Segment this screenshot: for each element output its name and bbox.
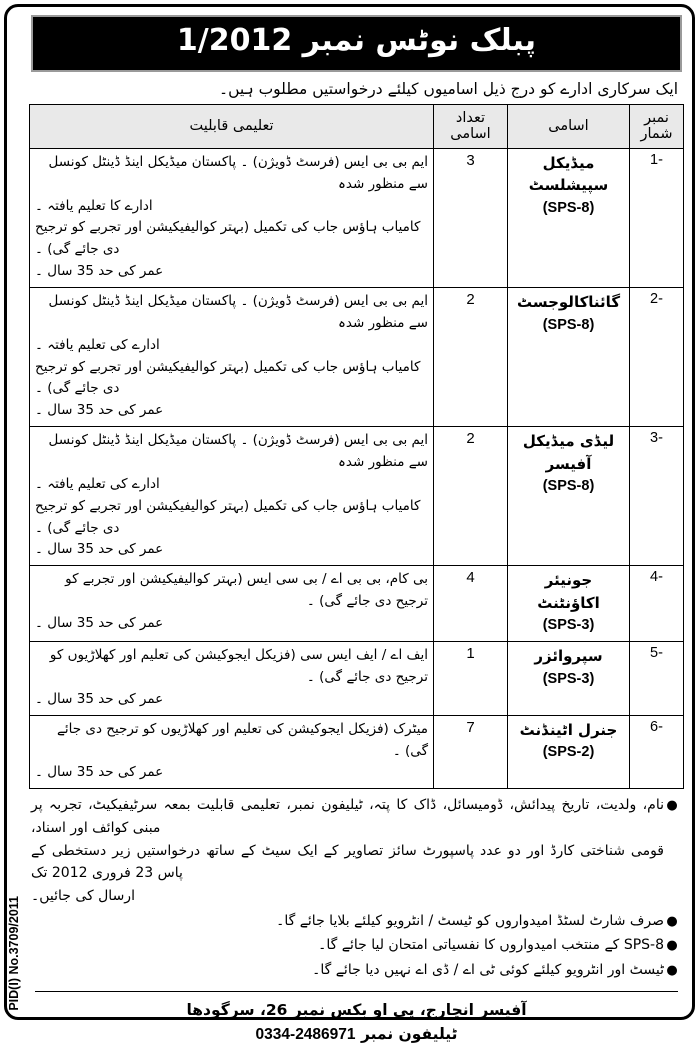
note-item [31, 794, 680, 907]
cell-qualification [30, 715, 434, 789]
cell-post [508, 288, 630, 427]
cell-serial: 6- [630, 715, 684, 789]
post-pay-scale: (SPS-8) [542, 316, 595, 333]
notice-frame [4, 4, 695, 1043]
footer-phone-label: ٹیلیفون نمبر [360, 1024, 458, 1043]
qualification-line: ایف اے / ایف ایس سی (فزیکل ایجوکیشن کی تعلیم اور کھلاڑیوں کو ترجیح دی جائے گی) ۔ [49, 647, 428, 685]
note-text [31, 794, 664, 907]
qualification-line: عمر کی حد 35 سال ۔ [35, 402, 164, 419]
cell-qualification [30, 427, 434, 566]
note-line: صرف شارٹ لسٹڈ امیدواروں کو ٹیسٹ / انٹرویو کیلئے بلایا جائے گا۔ [276, 912, 664, 929]
cell-qualification [30, 148, 434, 287]
notes-list [29, 789, 684, 985]
qualification-line: عمر کی حد 35 سال ۔ [35, 690, 164, 707]
qualification-line: عمر کی حد 35 سال ۔ [35, 263, 164, 280]
footer-address: آفیسر انچارج، پی او بکس نمبر 26، سرگودھا [186, 1000, 527, 1019]
qualification-line: ادارے کی تعلیم یافتہ ۔ [35, 336, 160, 353]
footer-phone-number: 0334-2486971 [255, 1025, 356, 1043]
cell-serial: 5- [630, 642, 684, 716]
footer-phone [29, 1022, 684, 1047]
post-title: گائناکالوجسٹ [516, 293, 621, 312]
qualification-line: میٹرک (فزیکل ایجوکیشن کی تعلیم اور کھلاڑیوں کو ترجیح دی جائے گی) ۔ [56, 720, 428, 759]
cell-post [508, 566, 630, 642]
notice-subtitle: ایک سرکاری ادارے کو درج ذیل اسامیوں کیلئے درخواستیں مطلوب ہیں۔ [219, 79, 678, 98]
vacancies-table-body [30, 148, 684, 788]
qualification-line: ایم بی بی ایس (فرسٹ ڈویژن) ۔ پاکستان میڈیکل اینڈ ڈینٹل کونسل سے منظور شدہ [48, 432, 428, 471]
qualification-line: کامیاب ہاؤس جاب کی تکمیل (بہتر کوالیفیکیشن اور تجربے کو ترجیح دی جائے گی) ۔ [35, 497, 421, 536]
post-title: سپروائزر [534, 647, 603, 666]
table-row [30, 715, 684, 789]
cell-count: 2 [434, 427, 508, 566]
contact-footer [29, 998, 684, 1051]
note-line: قومی شناختی کارڈ اور دو عدد پاسپورٹ سائز تصاویر کے ایک سیٹ کے ساتھ درخواستیں زیر دستخطی کے پاس 23 فروری 2012 تک [31, 842, 664, 882]
cell-count: 3 [434, 148, 508, 287]
title-banner [31, 15, 682, 72]
note-line: SPS-8 کے منتخب امیدواروں کا نفسیاتی امتحان لیا جائے گا۔ [318, 937, 664, 954]
cell-qualification [30, 288, 434, 427]
qualification-line: ایم بی بی ایس (فرسٹ ڈویژن) ۔ پاکستان میڈیکل اینڈ ڈینٹل کونسل سے منظور شدہ [48, 153, 428, 192]
qualification-line: عمر کی حد 35 سال ۔ [35, 541, 164, 558]
table-row [30, 566, 684, 642]
qualification-line: کامیاب ہاؤس جاب کی تکمیل (بہتر کوالیفیکیشن اور تجربے کو ترجیح دی جائے گی) ۔ [35, 358, 421, 397]
table-row [30, 148, 684, 287]
vacancies-table [29, 104, 684, 789]
note-item [31, 910, 680, 933]
qualification-line: بی کام، بی بی اے / بی سی ایس (بہتر کوالیفیکیشن اور تجربے کو ترجیح دی جائے گی) ۔ [65, 571, 428, 610]
post-pay-scale: (SPS-8) [542, 199, 595, 216]
cell-count: 2 [434, 288, 508, 427]
cell-qualification [30, 566, 434, 642]
post-pay-scale: (SPS-3) [542, 670, 595, 687]
note-text [31, 959, 664, 982]
cell-post [508, 427, 630, 566]
cell-serial: 3- [630, 427, 684, 566]
post-title: جونیئر اکاؤنٹنٹ [537, 571, 600, 612]
cell-serial: 2- [630, 288, 684, 427]
bullet-icon: ● [666, 962, 678, 978]
post-title: لیڈی میڈیکل آفیسر [522, 432, 615, 473]
note-item [31, 934, 680, 957]
page-title: پبلک نوٹس نمبر 1/2012 [33, 17, 680, 70]
cell-post [508, 148, 630, 287]
note-line: نام، ولدیت، تاریخ پیدائش، ڈومیسائل، ڈاک کا پتہ، ٹیلیفون نمبر، تعلیمی قابلیت بمعہ سرٹیفیکیٹ، تجربہ پر مبنی کوائف اور اسناد، [31, 797, 664, 836]
note-line: ٹیسٹ اور انٹرویو کیلئے کوئی ٹی اے / ڈی اے نہیں دیا جائے گا۔ [312, 961, 664, 978]
bullet-icon: ● [666, 913, 678, 929]
qualification-line: ایم بی بی ایس (فرسٹ ڈویژن) ۔ پاکستان میڈیکل اینڈ ڈینٹل کونسل سے منظور شدہ [48, 293, 428, 331]
table-row [30, 288, 684, 427]
pid-number-label: PID(I) No.3709/2011 [7, 896, 21, 1011]
qualification-line: ادارے کا تعلیم یافتہ ۔ [35, 197, 153, 214]
post-title: میڈیکل سپیشلسٹ [528, 153, 609, 195]
cell-post [508, 715, 630, 789]
note-text [31, 910, 664, 933]
bullet-icon: ● [666, 938, 678, 954]
cell-serial: 1- [630, 148, 684, 287]
qualification-line: کامیاب ہاؤس جاب کی تکمیل (بہتر کوالیفیکیشن اور تجربے کو ترجیح دی جائے گی) ۔ [35, 219, 421, 258]
cell-serial: 4- [630, 566, 684, 642]
post-pay-scale: (SPS-8) [542, 478, 595, 495]
post-pay-scale: (SPS-2) [542, 744, 595, 761]
cell-count: 7 [434, 715, 508, 789]
note-line: ارسال کی جائیں۔ [31, 887, 135, 904]
cell-post [508, 642, 630, 716]
column-header-qualification: تعلیمی قابلیت [30, 104, 434, 148]
note-item [31, 959, 680, 982]
qualification-line: عمر کی حد 35 سال ۔ [35, 615, 164, 632]
cell-qualification [30, 642, 434, 716]
qualification-line: عمر کی حد 35 سال ۔ [35, 764, 164, 781]
post-pay-scale: (SPS-3) [542, 617, 595, 634]
post-title: جنرل اٹینڈنٹ [519, 720, 618, 739]
table-header-row [30, 104, 684, 148]
column-header-count: تعداد اسامی [434, 104, 508, 148]
table-row [30, 427, 684, 566]
column-header-post: اسامی [508, 104, 630, 148]
cell-count: 4 [434, 566, 508, 642]
footer-divider [35, 991, 678, 992]
note-text [31, 934, 664, 957]
table-row [30, 642, 684, 716]
column-header-serial: نمبر شمار [630, 104, 684, 148]
notice-content [29, 15, 684, 1051]
qualification-line: ادارے کی تعلیم یافتہ ۔ [35, 475, 160, 492]
cell-count: 1 [434, 642, 508, 716]
bullet-icon: ● [666, 798, 678, 814]
